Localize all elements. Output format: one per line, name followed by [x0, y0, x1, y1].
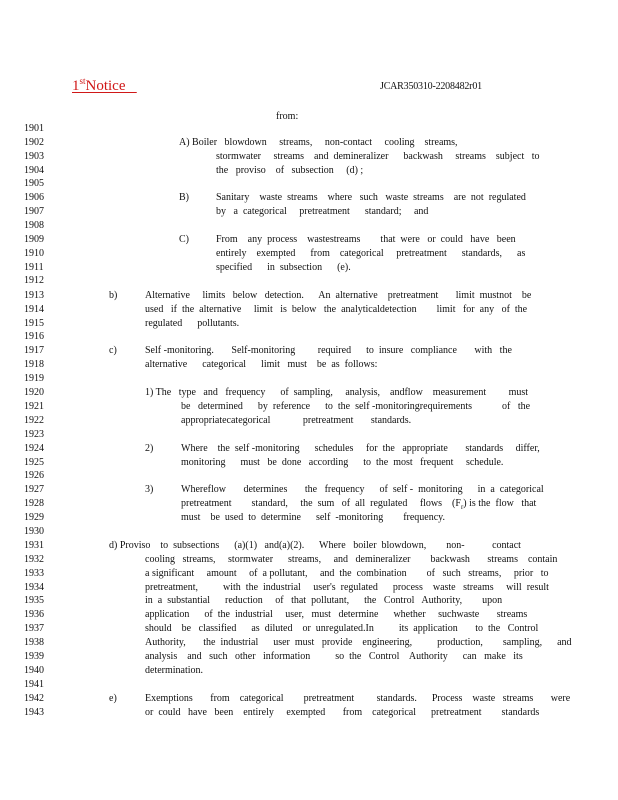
line-number: 1942	[24, 693, 44, 704]
text-line: 1942 e) Exemptions from categorical pretreatment standards. Process waste streams were	[24, 693, 571, 704]
text-line: 1918 alternative categorical limit must be as follows:	[24, 359, 378, 370]
text-line: 1936 application of the industrial user, must determine whether suchwaste streams	[24, 609, 528, 620]
line-number: 1928	[24, 498, 44, 509]
text-line: 1907 by a categorical pretreatment standard; and	[24, 206, 429, 217]
line-number: 1935	[24, 595, 44, 606]
line-number: 1902	[24, 137, 44, 148]
text-line: 1940 determination.	[24, 665, 204, 676]
line-number: 1927	[24, 484, 44, 495]
line-number: 1930	[24, 526, 44, 537]
line-number: 1912	[24, 275, 44, 286]
line-number: 1926	[24, 470, 44, 481]
line-number: 1934	[24, 582, 44, 593]
line-number: 1917	[24, 345, 44, 356]
text-line: 1909 C) From any process wastestreams that were or could have been	[24, 234, 516, 245]
text-line: 1925 monitoring must be done according to the most frequent schedule.	[24, 457, 504, 468]
text-line: 1937 should be classified as diluted or unregulated.In its application to the Control	[24, 623, 539, 634]
text-line: 1917 c) Self -monitoring. Self-monitoring required to insure compliance with the	[24, 345, 512, 356]
text-line	[24, 525, 604, 538]
text-line: 1933 a significant amount of a pollutant, and the combination of such streams, prior to	[24, 568, 549, 579]
notice-heading: 1stNotice	[72, 76, 137, 94]
line-number: 1931	[24, 540, 44, 551]
line-number: 1913	[24, 290, 44, 301]
text-line: 1911 specified in subsection (e).	[24, 262, 351, 273]
text-line: 1927 3) Whereflow determines the frequency of self - monitoring in a categorical	[24, 484, 544, 495]
line-number: 1901	[24, 123, 44, 134]
line-number: 1929	[24, 512, 44, 523]
line-number: 1906	[24, 192, 44, 203]
text-line: 1903 stormwater streams and demineralizer backwash streams subject to	[24, 151, 540, 162]
line-number: 1904	[24, 165, 44, 176]
line-number: 1921	[24, 401, 44, 412]
text-line: 1939 analysis and such other information so the Control Authority can make its	[24, 651, 523, 662]
line-number: 1937	[24, 623, 44, 634]
line-number: 1923	[24, 429, 44, 440]
text-line: 1906 B) Sanitary waste streams where such waste streams are not regulated	[24, 192, 526, 203]
line-number: 1914	[24, 304, 44, 315]
text-line: 1914 used if the alternative limit is below the analyticaldetection limit for any of the	[24, 304, 528, 315]
text-line: 1929 must be used to determine self -monitoring frequency.	[24, 512, 446, 523]
line-number: 1908	[24, 220, 44, 231]
text-line	[24, 122, 604, 135]
line-number: 1911	[24, 262, 44, 273]
line-number: 1936	[24, 609, 44, 620]
from-label: from:	[276, 111, 299, 122]
text-line: 1934 pretreatment, with the industrial user's regulated process waste streams will result	[24, 582, 549, 593]
line-number: 1910	[24, 248, 44, 259]
text-line	[24, 177, 604, 190]
line-number: 1920	[24, 387, 44, 398]
text-line: 1932 cooling streams, stormwater streams, and demineralizer backwash streams contain	[24, 554, 558, 565]
line-number: 1938	[24, 637, 44, 648]
line-number: 1939	[24, 651, 44, 662]
text-line: 1915 regulated pollutants.	[24, 318, 240, 329]
text-line: 1935 in a substantial reduction of that pollutant, the Control Authority, upon	[24, 595, 503, 606]
line-number: 1924	[24, 443, 44, 454]
line-number: 1909	[24, 234, 44, 245]
text-line: 1910 entirely exempted from categorical pretreatment standards, as	[24, 248, 526, 259]
line-number: 1918	[24, 359, 44, 370]
line-number: 1905	[24, 178, 44, 189]
text-line: 1921 be determined by reference to the self -monitoringrequirements of the	[24, 401, 531, 412]
text-line: 1943 or could have been entirely exempted from categorical pretreatment standards	[24, 707, 540, 718]
text-line: 1924 2) Where the self -monitoring schedules for the appropriate standards differ,	[24, 443, 540, 454]
text-line: 1920 1) The type and frequency of sampling, analysis, andflow measurement must	[24, 387, 529, 398]
text-line	[24, 428, 604, 441]
text-line: 1928 pretreatment standard, the sum of all regulated flows $(F_r)$ is the flow that	[24, 498, 537, 511]
text-line: 1913 b) Alternative limits below detection. An alternative pretreatment limit mustnot be	[24, 290, 532, 301]
line-number: 1922	[24, 415, 44, 426]
line-number: 1932	[24, 554, 44, 565]
text-line: 1904 the proviso of subsection (d) ;	[24, 165, 364, 176]
line-number: 1907	[24, 206, 44, 217]
text-line	[24, 678, 604, 691]
line-number: 1916	[24, 331, 44, 342]
document-id: JCAR350310-2208482r01	[380, 81, 482, 92]
line-number: 1903	[24, 151, 44, 162]
line-number: 1941	[24, 679, 44, 690]
text-line	[24, 330, 604, 343]
text-line: 1902 A) Boiler blowdown streams, non-contact cooling streams,	[24, 137, 458, 148]
line-number: 1940	[24, 665, 44, 676]
line-number: 1925	[24, 457, 44, 468]
text-line	[24, 219, 604, 232]
text-line: 1922 appropriatecategorical pretreatment standards.	[24, 415, 412, 426]
text-line	[24, 274, 604, 287]
text-line: 1931 d) Proviso to subsections (a)(1) and(a)(2). Where boiler blowdown, non- contact	[24, 540, 521, 551]
line-number: 1915	[24, 318, 44, 329]
line-number: 1933	[24, 568, 44, 579]
line-number: 1919	[24, 373, 44, 384]
text-line	[24, 469, 604, 482]
text-line: 1938 Authority, the industrial user must provide engineering, production, sampling, and	[24, 637, 572, 648]
line-number: 1943	[24, 707, 44, 718]
text-line	[24, 372, 604, 385]
